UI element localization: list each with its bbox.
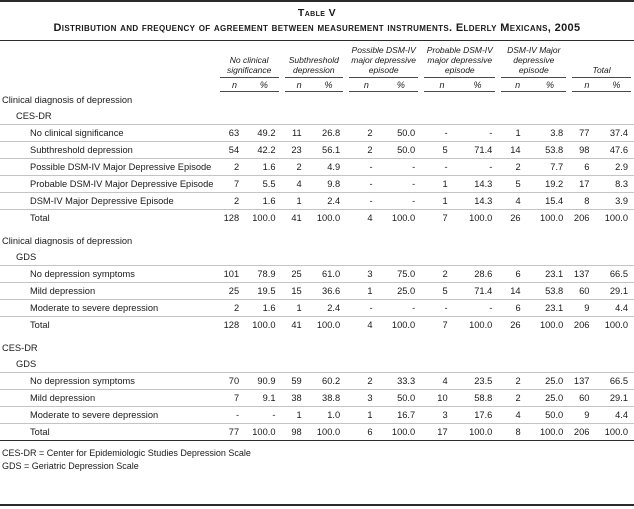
n-cell: 41 xyxy=(282,317,311,334)
n-cell: 128 xyxy=(217,317,248,334)
section-heading-row xyxy=(0,92,634,108)
percent-cell: 15.4 xyxy=(530,193,570,210)
table-row xyxy=(0,142,634,159)
n-cell: 54 xyxy=(217,142,248,159)
percent-cell: 29.1 xyxy=(598,390,634,407)
percent-cell: 50.0 xyxy=(530,407,570,424)
n-cell: 4 xyxy=(282,176,311,193)
n-cell: 1 xyxy=(346,283,381,300)
percent-cell: 2.4 xyxy=(311,193,346,210)
stub-header xyxy=(0,41,217,79)
n-cell: - xyxy=(346,193,381,210)
n-cell: 137 xyxy=(569,266,598,283)
percent-cell: 25.0 xyxy=(382,283,422,300)
n-header: n xyxy=(439,80,445,90)
n-cell: 2 xyxy=(217,159,248,176)
n-cell: 4 xyxy=(346,210,381,227)
percent-cell: 50.0 xyxy=(382,142,422,159)
n-header: n xyxy=(363,80,369,90)
n-cell: 2 xyxy=(217,193,248,210)
n-cell: 14 xyxy=(498,283,529,300)
row-label: No clinical significance xyxy=(0,125,217,142)
subheader-row xyxy=(0,78,634,92)
percent-cell: 100.0 xyxy=(598,210,634,227)
n-cell: 6 xyxy=(498,300,529,317)
n-cell: 77 xyxy=(217,424,248,441)
stub-subheader xyxy=(0,78,217,92)
n-cell: 1 xyxy=(498,125,529,142)
percent-cell: 100.0 xyxy=(311,317,346,334)
n-cell: - xyxy=(346,300,381,317)
percent-cell: 50.0 xyxy=(382,390,422,407)
data-table xyxy=(0,40,634,440)
table-row xyxy=(0,266,634,283)
spacer-cell xyxy=(0,333,634,340)
percent-cell: 38.8 xyxy=(311,390,346,407)
percent-header: % xyxy=(259,80,268,90)
n-cell: 98 xyxy=(569,142,598,159)
n-cell: 5 xyxy=(421,142,456,159)
n-cell: 4 xyxy=(498,193,529,210)
n-cell: 4 xyxy=(421,373,456,390)
percent-cell: - xyxy=(457,159,499,176)
subheader-pair xyxy=(498,78,569,92)
n-cell: 3 xyxy=(346,266,381,283)
percent-header: % xyxy=(473,80,482,90)
bottom-rule xyxy=(0,504,634,506)
percent-header: % xyxy=(612,80,621,90)
table-row xyxy=(0,390,634,407)
n-header: n xyxy=(296,80,302,90)
top-rule xyxy=(0,0,634,2)
n-cell: 2 xyxy=(421,266,456,283)
n-cell: 25 xyxy=(217,283,248,300)
percent-cell: 26.8 xyxy=(311,125,346,142)
n-cell: - xyxy=(217,407,248,424)
col-group-dsm-iv-major: DSM-IV Major depressive episode xyxy=(498,41,569,79)
percent-cell: 56.1 xyxy=(311,142,346,159)
n-cell: 101 xyxy=(217,266,248,283)
n-cell: 4 xyxy=(498,407,529,424)
percent-cell: 100.0 xyxy=(311,210,346,227)
col-group-total: Total xyxy=(569,41,634,79)
percent-cell: 1.6 xyxy=(248,159,281,176)
n-cell: 206 xyxy=(569,317,598,334)
percent-cell: 29.1 xyxy=(598,283,634,300)
n-cell: 5 xyxy=(498,176,529,193)
percent-cell: 7.7 xyxy=(530,159,570,176)
n-cell: 2 xyxy=(346,125,381,142)
footnote-gds: GDS = Geriatric Depression Scale xyxy=(2,461,139,471)
percent-cell: 16.7 xyxy=(382,407,422,424)
percent-cell: 61.0 xyxy=(311,266,346,283)
percent-cell: 1.6 xyxy=(248,300,281,317)
percent-cell: 100.0 xyxy=(598,317,634,334)
percent-cell: 100.0 xyxy=(457,210,499,227)
percent-cell: 14.3 xyxy=(457,193,499,210)
percent-cell: 3.8 xyxy=(530,125,570,142)
n-cell: 6 xyxy=(346,424,381,441)
percent-cell: - xyxy=(382,300,422,317)
table-row xyxy=(0,193,634,210)
row-label: Mild depression xyxy=(0,390,217,407)
percent-cell: 1.6 xyxy=(248,193,281,210)
table-row xyxy=(0,159,634,176)
n-cell: 2 xyxy=(346,373,381,390)
percent-cell: 23.5 xyxy=(457,373,499,390)
percent-cell: 36.6 xyxy=(311,283,346,300)
section-heading: Clinical diagnosis of depression xyxy=(2,235,133,246)
row-label: Mild depression xyxy=(0,283,217,300)
n-cell: 60 xyxy=(569,390,598,407)
percent-cell: - xyxy=(457,125,499,142)
percent-cell: 42.2 xyxy=(248,142,281,159)
percent-cell: 60.2 xyxy=(311,373,346,390)
percent-header: % xyxy=(324,80,333,90)
percent-cell: - xyxy=(382,193,422,210)
section-spacer xyxy=(0,333,634,340)
row-label: Subthreshold depression xyxy=(0,142,217,159)
section-subheading-row xyxy=(0,249,634,266)
n-cell: 9 xyxy=(569,407,598,424)
section-subheading: GDS xyxy=(16,358,37,369)
percent-cell: 23.1 xyxy=(530,300,570,317)
percent-cell: 3.9 xyxy=(598,193,634,210)
n-cell: 7 xyxy=(421,210,456,227)
row-label: Moderate to severe depression xyxy=(0,300,217,317)
percent-cell: 19.5 xyxy=(248,283,281,300)
n-cell: 11 xyxy=(282,125,311,142)
percent-cell: 8.3 xyxy=(598,176,634,193)
n-cell: 9 xyxy=(569,300,598,317)
table-row xyxy=(0,317,634,334)
n-cell: 2 xyxy=(282,159,311,176)
percent-cell: 53.8 xyxy=(530,283,570,300)
n-cell: 14 xyxy=(498,142,529,159)
spacer-cell xyxy=(0,226,634,233)
n-cell: 26 xyxy=(498,210,529,227)
col-group-subthreshold-depression: Subthreshold depression xyxy=(282,41,347,79)
percent-cell: 100.0 xyxy=(248,317,281,334)
percent-cell: 19.2 xyxy=(530,176,570,193)
n-cell: 1 xyxy=(282,407,311,424)
row-label: Total xyxy=(0,424,217,441)
n-cell: 2 xyxy=(217,300,248,317)
n-cell: - xyxy=(346,159,381,176)
n-cell: 2 xyxy=(498,159,529,176)
n-cell: 7 xyxy=(421,317,456,334)
row-label: Total xyxy=(0,210,217,227)
footnote-ces-dr: CES-DR = Center for Epidemiologic Studies Depression Scale xyxy=(2,448,251,458)
percent-cell: 5.5 xyxy=(248,176,281,193)
percent-header: % xyxy=(546,80,555,90)
n-cell: - xyxy=(421,125,456,142)
table-header xyxy=(0,41,634,93)
n-cell: 70 xyxy=(217,373,248,390)
n-cell: 7 xyxy=(217,176,248,193)
row-label: Possible DSM-IV Major Depressive Episode xyxy=(0,159,217,176)
n-cell: 17 xyxy=(569,176,598,193)
col-group-no-clinical-significance: No clinical significance xyxy=(217,41,282,79)
n-cell: 8 xyxy=(569,193,598,210)
percent-cell: 53.8 xyxy=(530,142,570,159)
percent-cell: 66.5 xyxy=(598,266,634,283)
table-row xyxy=(0,176,634,193)
row-label: No depression symptoms xyxy=(0,373,217,390)
n-cell: - xyxy=(346,176,381,193)
section-heading: Clinical diagnosis of depression xyxy=(2,94,133,105)
section-subheading: CES-DR xyxy=(16,110,52,121)
n-cell: 7 xyxy=(217,390,248,407)
subheader-pair xyxy=(282,78,347,92)
percent-cell: 1.0 xyxy=(311,407,346,424)
percent-cell: - xyxy=(382,176,422,193)
percent-cell: 4.4 xyxy=(598,407,634,424)
subheader-pair xyxy=(217,78,282,92)
table-title: Distribution and frequency of agreement between measurement instruments. Elderly Mexicans, 2005 xyxy=(53,22,581,34)
percent-cell: 28.6 xyxy=(457,266,499,283)
percent-cell: 58.8 xyxy=(457,390,499,407)
n-cell: 41 xyxy=(282,210,311,227)
percent-cell: 90.9 xyxy=(248,373,281,390)
percent-cell: 4.9 xyxy=(311,159,346,176)
subheader-pair xyxy=(569,78,634,92)
n-cell: 17 xyxy=(421,424,456,441)
row-label: Total xyxy=(0,317,217,334)
percent-cell: - xyxy=(457,300,499,317)
percent-cell: 100.0 xyxy=(248,210,281,227)
table-row xyxy=(0,407,634,424)
n-cell: 59 xyxy=(282,373,311,390)
table-row xyxy=(0,300,634,317)
section-heading-row xyxy=(0,233,634,249)
n-cell: 1 xyxy=(282,193,311,210)
percent-cell: 100.0 xyxy=(382,424,422,441)
section-heading-row xyxy=(0,340,634,356)
percent-cell: 4.4 xyxy=(598,300,634,317)
table-row xyxy=(0,373,634,390)
section-heading: CES-DR xyxy=(2,342,38,353)
n-cell: 25 xyxy=(282,266,311,283)
n-cell: 15 xyxy=(282,283,311,300)
col-group-probable-dsm-iv: Probable DSM-IV major depressive episode xyxy=(421,41,498,79)
footnotes xyxy=(0,441,634,475)
section-spacer xyxy=(0,226,634,233)
percent-cell: 33.3 xyxy=(382,373,422,390)
n-cell: 3 xyxy=(346,390,381,407)
percent-cell: 25.0 xyxy=(530,373,570,390)
n-cell: 98 xyxy=(282,424,311,441)
n-cell: 23 xyxy=(282,142,311,159)
row-label: DSM-IV Major Depressive Episode xyxy=(0,193,217,210)
row-label: No depression symptoms xyxy=(0,266,217,283)
n-cell: 2 xyxy=(346,142,381,159)
percent-cell: 49.2 xyxy=(248,125,281,142)
n-cell: 206 xyxy=(569,424,598,441)
percent-cell: 100.0 xyxy=(457,317,499,334)
n-cell: 206 xyxy=(569,210,598,227)
row-label: Probable DSM-IV Major Depressive Episode xyxy=(0,176,217,193)
n-cell: - xyxy=(421,300,456,317)
percent-cell: 100.0 xyxy=(382,210,422,227)
n-cell: 128 xyxy=(217,210,248,227)
col-group-possible-dsm-iv: Possible DSM-IV major depressive episode xyxy=(346,41,421,79)
table-row xyxy=(0,125,634,142)
n-cell: 2 xyxy=(498,390,529,407)
n-cell: 1 xyxy=(421,193,456,210)
percent-cell: 100.0 xyxy=(530,317,570,334)
n-cell: 10 xyxy=(421,390,456,407)
table-body xyxy=(0,92,634,440)
percent-cell: 9.1 xyxy=(248,390,281,407)
percent-cell: 37.4 xyxy=(598,125,634,142)
section-subheading-row xyxy=(0,356,634,373)
n-cell: 63 xyxy=(217,125,248,142)
percent-cell: 71.4 xyxy=(457,283,499,300)
percent-cell: 100.0 xyxy=(530,210,570,227)
percent-cell: 9.8 xyxy=(311,176,346,193)
n-cell: 2 xyxy=(498,373,529,390)
table-row xyxy=(0,424,634,441)
n-cell: 1 xyxy=(421,176,456,193)
n-cell: 60 xyxy=(569,283,598,300)
n-cell: 3 xyxy=(421,407,456,424)
n-header: n xyxy=(232,80,238,90)
n-cell: 1 xyxy=(346,407,381,424)
percent-header: % xyxy=(396,80,405,90)
table-number: Table V xyxy=(297,7,337,19)
n-cell: 4 xyxy=(346,317,381,334)
percent-cell: 78.9 xyxy=(248,266,281,283)
percent-cell: 100.0 xyxy=(530,424,570,441)
percent-cell: - xyxy=(248,407,281,424)
percent-cell: 100.0 xyxy=(311,424,346,441)
n-header: n xyxy=(584,80,590,90)
n-cell: 6 xyxy=(569,159,598,176)
subheader-pair xyxy=(421,78,498,92)
percent-cell: 100.0 xyxy=(598,424,634,441)
table-row xyxy=(0,210,634,227)
row-label: Moderate to severe depression xyxy=(0,407,217,424)
n-header: n xyxy=(515,80,521,90)
n-cell: - xyxy=(421,159,456,176)
column-group-row xyxy=(0,41,634,79)
n-cell: 137 xyxy=(569,373,598,390)
percent-cell: 100.0 xyxy=(248,424,281,441)
percent-cell: 75.0 xyxy=(382,266,422,283)
n-cell: 6 xyxy=(498,266,529,283)
n-cell: 38 xyxy=(282,390,311,407)
section-subheading: GDS xyxy=(16,251,37,262)
percent-cell: 100.0 xyxy=(382,317,422,334)
percent-cell: 71.4 xyxy=(457,142,499,159)
percent-cell: 2.4 xyxy=(311,300,346,317)
section-subheading-row xyxy=(0,108,634,125)
percent-cell: - xyxy=(382,159,422,176)
n-cell: 77 xyxy=(569,125,598,142)
n-cell: 26 xyxy=(498,317,529,334)
percent-cell: 25.0 xyxy=(530,390,570,407)
percent-cell: 17.6 xyxy=(457,407,499,424)
n-cell: 8 xyxy=(498,424,529,441)
percent-cell: 50.0 xyxy=(382,125,422,142)
percent-cell: 100.0 xyxy=(457,424,499,441)
percent-cell: 23.1 xyxy=(530,266,570,283)
percent-cell: 66.5 xyxy=(598,373,634,390)
percent-cell: 47.6 xyxy=(598,142,634,159)
percent-cell: 2.9 xyxy=(598,159,634,176)
n-cell: 1 xyxy=(282,300,311,317)
n-cell: 5 xyxy=(421,283,456,300)
subheader-pair xyxy=(346,78,421,92)
table-row xyxy=(0,283,634,300)
percent-cell: 14.3 xyxy=(457,176,499,193)
